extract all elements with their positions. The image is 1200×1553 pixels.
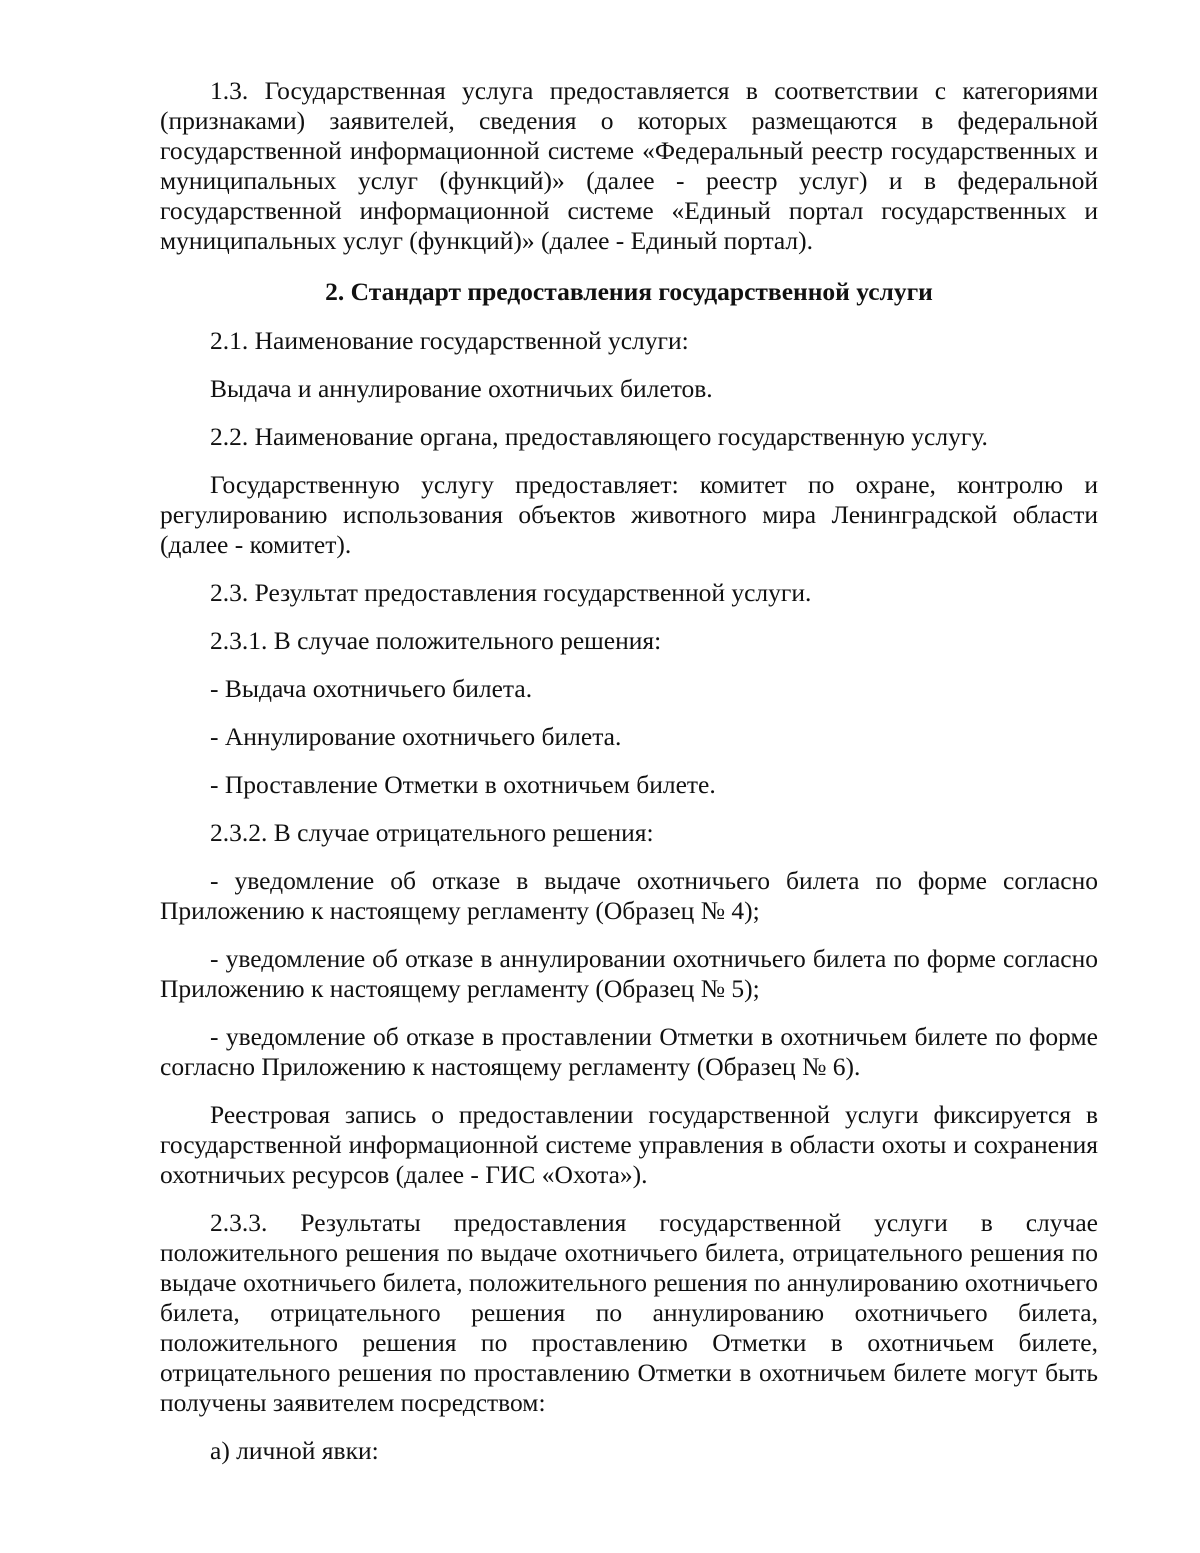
paragraph-2-2: 2.2. Наименование органа, предоставляющего государственную услугу.	[210, 422, 988, 451]
paragraph-2-3-1: 2.3.1. В случае положительного решения:	[210, 626, 662, 655]
paragraph-service-name: Выдача и аннулирование охотничьих билетов.	[210, 374, 713, 403]
paragraph-2-3: 2.3. Результат предоставления государственной услуги.	[210, 578, 812, 607]
list-item-personal-visit: а) личной явки:	[210, 1436, 379, 1465]
list-item-annul: - Аннулирование охотничьего билета.	[210, 722, 622, 751]
list-item-refusal-mark: - уведомление об отказе в проставлении Отметки в охотничьем билете по форме согласно Приложению к настоящему регламенту (Образец № 6).	[160, 1022, 1098, 1081]
list-item-issue: - Выдача охотничьего билета.	[210, 674, 533, 703]
section-title: 2. Стандарт предоставления государственной услуги	[325, 277, 933, 306]
document-page	[160, 76, 1098, 1484]
paragraph-1-3: 1.3. Государственная услуга предоставляется в соответствии с категориями (признаками) заявителей, сведения о которых размещаются в федеральной государственной информационной системе «Федеральный реестр государственных и муниципальных услуг (функций)» (далее - реестр услуг) и в федеральной государственной информационной системе «Единый портал государственных и муниципальных услуг (функций)» (далее - Единый портал).	[160, 76, 1098, 255]
paragraph-2-1: 2.1. Наименование государственной услуги:	[210, 326, 689, 355]
paragraph-2-3-3: 2.3.3. Результаты предоставления государственной услуги в случае положительного решения по выдаче охотничьего билета, отрицательного решения по выдаче охотничьего билета, положительного решения по аннулированию охотничьего билета, отрицательного решения по аннулированию охотничьего билета, положительного решения по проставлению Отметки в охотничьем билете, отрицательного решения по проставлению Отметки в охотничьем билете могут быть получены заявителем посредством:	[160, 1208, 1098, 1417]
list-item-refusal-annul: - уведомление об отказе в аннулировании охотничьего билета по форме согласно Приложению к настоящему регламенту (Образец № 5);	[160, 944, 1098, 1003]
paragraph-registry-record: Реестровая запись о предоставлении государственной услуги фиксируется в государственной информационной системе управления в области охоты и сохранения охотничьих ресурсов (далее - ГИС «Охота»).	[160, 1100, 1098, 1189]
list-item-mark: - Проставление Отметки в охотничьем билете.	[210, 770, 716, 799]
list-item-refusal-issue: - уведомление об отказе в выдаче охотничьего билета по форме согласно Приложению к настоящему регламенту (Образец № 4);	[160, 866, 1098, 925]
paragraph-2-3-2: 2.3.2. В случае отрицательного решения:	[210, 818, 654, 847]
paragraph-provider: Государственную услугу предоставляет: комитет по охране, контролю и регулированию использования объектов животного мира Ленинградской области (далее - комитет).	[160, 470, 1098, 559]
